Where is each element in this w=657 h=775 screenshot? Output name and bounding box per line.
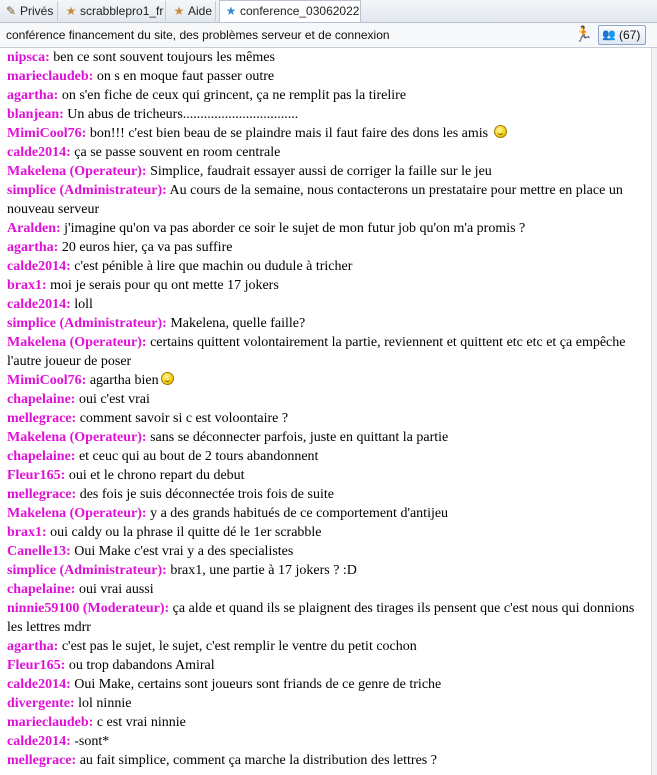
message-nickname[interactable]: simplice (Administrateur): xyxy=(7,563,167,578)
chat-message xyxy=(7,561,647,580)
chat-message xyxy=(7,428,647,447)
chat-message xyxy=(7,694,647,713)
message-text: oui et le chrono repart du debut xyxy=(65,468,245,483)
user-count: (67) xyxy=(619,28,641,42)
chat-message xyxy=(7,86,647,105)
chat-message xyxy=(7,732,647,751)
message-text: Simplice, faudrait essayer aussi de corriger la faille sur le jeu xyxy=(146,164,492,179)
chat-message xyxy=(7,333,647,371)
message-text: et ceuc qui au bout de 2 tours abandonnent xyxy=(75,449,319,464)
chat-message xyxy=(7,390,647,409)
message-nickname[interactable]: ninnie59100 (Moderateur): xyxy=(7,601,170,616)
chat-message xyxy=(7,143,647,162)
message-nickname[interactable]: calde2014: xyxy=(7,145,71,160)
message-text: moi je serais pour qu ont mette 17 jokers xyxy=(46,278,279,293)
chat-message xyxy=(7,67,647,86)
smiley-icon xyxy=(161,372,174,385)
chat-message xyxy=(7,409,647,428)
message-nickname[interactable]: calde2014: xyxy=(7,677,71,692)
chat-message xyxy=(7,162,647,181)
chat-message xyxy=(7,371,647,390)
chat-log xyxy=(7,48,647,770)
message-nickname[interactable]: agartha: xyxy=(7,240,59,255)
tab-aide[interactable] xyxy=(168,1,216,21)
chat-message xyxy=(7,656,647,675)
message-nickname[interactable]: calde2014: xyxy=(7,734,71,749)
message-nickname[interactable]: simplice (Administrateur): xyxy=(7,183,167,198)
message-nickname[interactable]: nipsca: xyxy=(7,50,50,65)
message-text: Au cours de la semaine, nous contacterons un prestataire pour mettre en place un nouveau serveur xyxy=(7,183,623,217)
star-icon: ★ xyxy=(65,4,77,18)
message-text: certains quittent volontairement la partie, reviennent et quittent etc etc et ça empêche l'autre joueur de poser xyxy=(7,335,626,369)
message-nickname[interactable]: Fleur165: xyxy=(7,658,66,673)
message-text: agartha bien xyxy=(86,373,159,388)
message-nickname[interactable]: simplice (Administrateur): xyxy=(7,316,167,331)
chat-message xyxy=(7,257,647,276)
message-text: c est vrai ninnie xyxy=(93,715,186,730)
message-nickname[interactable]: Makelena (Operateur): xyxy=(7,506,147,521)
message-text: ou trop dabandons Amiral xyxy=(65,658,215,673)
message-text: bon!!! c'est bien beau de se plaindre mais il faut faire des dons les amis xyxy=(86,126,492,141)
message-nickname[interactable]: Fleur165: xyxy=(7,468,66,483)
message-nickname[interactable]: brax1: xyxy=(7,278,47,293)
star-icon: ★ xyxy=(173,4,185,18)
leave-room-icon[interactable]: 🏃 xyxy=(574,26,593,43)
message-nickname[interactable]: calde2014: xyxy=(7,297,71,312)
message-nickname[interactable]: brax1: xyxy=(7,525,47,540)
message-nickname[interactable]: Makelena (Operateur): xyxy=(7,164,147,179)
message-nickname[interactable]: mellegrace: xyxy=(7,753,77,768)
scrollbar[interactable] xyxy=(651,48,657,775)
tab-bar xyxy=(0,0,657,23)
message-text: comment savoir si c est voloontaire ? xyxy=(76,411,289,426)
message-nickname[interactable]: marieclaudeb: xyxy=(7,69,94,84)
chat-message xyxy=(7,637,647,656)
message-nickname[interactable]: MimiCool76: xyxy=(7,126,87,141)
chat-message xyxy=(7,48,647,67)
message-nickname[interactable]: mellegrace: xyxy=(7,411,77,426)
message-text: ben ce sont souvent toujours les mêmes xyxy=(49,50,275,65)
chat-message xyxy=(7,466,647,485)
message-text: Oui Make c'est vrai y a des specialistes xyxy=(70,544,294,559)
chat-message xyxy=(7,219,647,238)
message-text: ça alde et quand ils se plaignent des tirages ils pensent que c'est nous qui donnions les lettres mdrr xyxy=(7,601,635,635)
chat-message xyxy=(7,713,647,732)
tab-label: scrabblepro1_fr xyxy=(80,4,164,18)
star-icon: ★ xyxy=(225,4,237,18)
message-text: loll xyxy=(70,297,93,312)
message-text: des fois je suis déconnectée trois fois de suite xyxy=(76,487,334,502)
chat-message xyxy=(7,181,647,219)
tab-label: conference_03062022 xyxy=(240,4,360,18)
chat-bubble-icon: ✎ xyxy=(5,4,17,18)
message-text: ça se passe souvent en room centrale xyxy=(70,145,281,160)
message-text: oui vrai aussi xyxy=(75,582,154,597)
tab-label: Aide xyxy=(188,4,213,18)
chat-message xyxy=(7,105,647,124)
message-nickname[interactable]: blanjean: xyxy=(7,107,64,122)
message-nickname[interactable]: marieclaudeb: xyxy=(7,715,94,730)
chat-message xyxy=(7,238,647,257)
message-nickname[interactable]: mellegrace: xyxy=(7,487,77,502)
chat-message xyxy=(7,675,647,694)
message-text: on s en moque faut passer outre xyxy=(93,69,275,84)
message-text: 20 euros hier, ça va pas suffire xyxy=(58,240,233,255)
message-nickname[interactable]: divergente: xyxy=(7,696,75,711)
chat-message xyxy=(7,523,647,542)
channel-topic: conférence financement du site, des problèmes serveur et de connexion xyxy=(6,28,390,42)
chat-message xyxy=(7,485,647,504)
message-nickname[interactable]: chapelaine: xyxy=(7,582,76,597)
message-text: Makelena, quelle faille? xyxy=(166,316,306,331)
user-list-button[interactable] xyxy=(598,25,646,45)
message-nickname[interactable]: Makelena (Operateur): xyxy=(7,335,147,350)
message-text: sans se déconnecter parfois, juste en quittant la partie xyxy=(146,430,449,445)
chat-message xyxy=(7,124,647,143)
message-nickname[interactable]: chapelaine: xyxy=(7,449,76,464)
message-text: brax1, une partie à 17 jokers ? :D xyxy=(166,563,357,578)
message-nickname[interactable]: Makelena (Operateur): xyxy=(7,430,147,445)
message-text: au fait simplice, comment ça marche la distribution des lettres ? xyxy=(76,753,437,768)
chat-message xyxy=(7,295,647,314)
message-text: Un abus de tricheurs................................. xyxy=(63,107,299,122)
message-nickname[interactable]: Aralden: xyxy=(7,221,61,236)
message-nickname[interactable]: MimiCool76: xyxy=(7,373,87,388)
chat-message xyxy=(7,447,647,466)
message-text: on s'en fiche de ceux qui grincent, ça ne remplit pas la tirelire xyxy=(58,88,407,103)
message-nickname[interactable]: chapelaine: xyxy=(7,392,76,407)
chat-message xyxy=(7,542,647,561)
message-nickname[interactable]: Canelle13: xyxy=(7,544,71,559)
tab-prives[interactable] xyxy=(0,1,58,21)
tab-conference[interactable] xyxy=(219,0,361,22)
chat-message xyxy=(7,580,647,599)
message-nickname[interactable]: calde2014: xyxy=(7,259,71,274)
message-text: c'est pénible à lire que machin ou dudule à tricher xyxy=(70,259,353,274)
message-text: oui caldy ou la phrase il quitte dé le 1er scrabble xyxy=(46,525,322,540)
message-text: Oui Make, certains sont joueurs sont friands de ce genre de triche xyxy=(70,677,442,692)
smiley-icon xyxy=(494,125,507,138)
message-text: oui c'est vrai xyxy=(75,392,150,407)
message-nickname[interactable]: agartha: xyxy=(7,88,59,103)
message-text: c'est pas le sujet, le sujet, c'est remplir le ventre du petit cochon xyxy=(58,639,417,654)
chat-message xyxy=(7,504,647,523)
topic-bar xyxy=(0,23,657,48)
tab-label: Privés xyxy=(20,4,54,18)
chat-message xyxy=(7,599,647,637)
chat-message xyxy=(7,751,647,770)
message-text: -sont* xyxy=(70,734,110,749)
users-icon: 👥 xyxy=(602,29,616,41)
message-text: y a des grands habitués de ce comportement d'antijeu xyxy=(146,506,449,521)
chat-message xyxy=(7,276,647,295)
message-text: lol ninnie xyxy=(74,696,132,711)
message-nickname[interactable]: agartha: xyxy=(7,639,59,654)
tab-scrabblepro1-fr[interactable] xyxy=(60,1,166,21)
chat-message xyxy=(7,314,647,333)
message-text: j'imagine qu'on va pas aborder ce soir le sujet de mon futur job qu'on m'a promis ? xyxy=(60,221,526,236)
